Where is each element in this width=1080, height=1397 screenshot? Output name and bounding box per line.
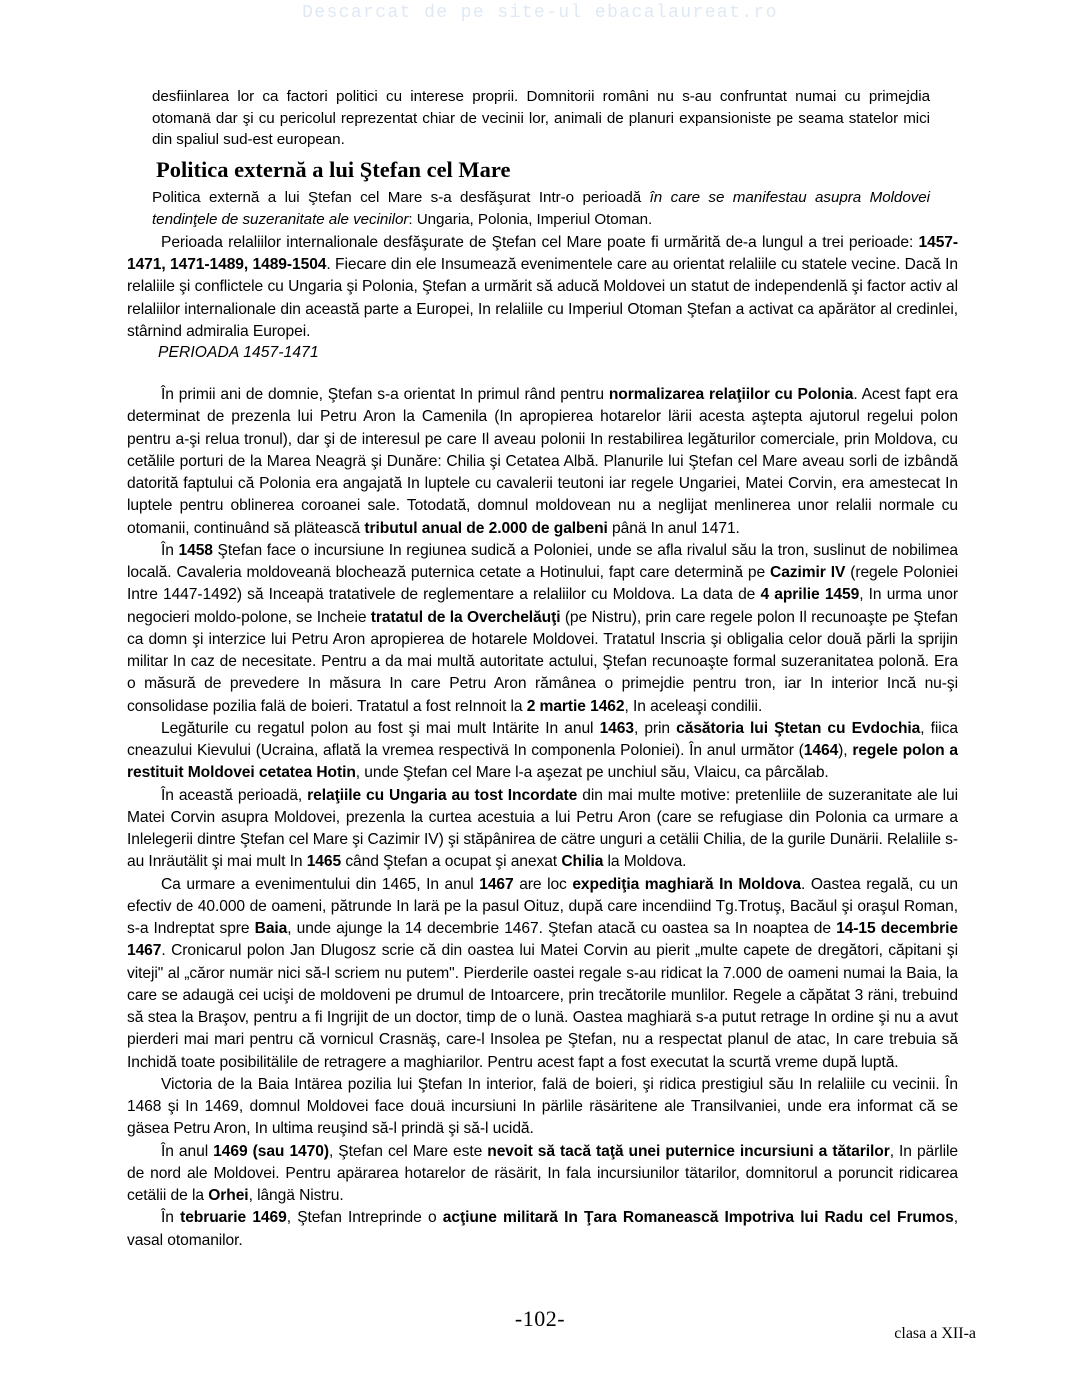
p5-bold-1458: 1458 — [178, 541, 213, 559]
paragraph-3 — [127, 232, 958, 343]
paragraph-8 — [127, 874, 958, 1074]
p6-bold-casatorie: căsătoria lui Ştetan cu Evdochia — [676, 719, 921, 737]
p5-f: , In aceleaşi condilii. — [624, 697, 763, 715]
p7-b: din mai multe motive: pretenliile de suzeranitate ale lui Matei Corvin asupra Moldovei, prezenla la curtea acestuia a lui Petru Aron (care se refugiase din Polonia ca urmare a Inlelegerii dintre Ştefan cel Mare şi Cazimir IV) şi stăpânirea de cätre unguri a cetälii Chilia, de la gurile Dunärii. Relaliile s-au Inräutälit şi mai mult In — [127, 786, 959, 871]
page-title: Politica externă a lui Ştefan cel Mare — [156, 157, 511, 182]
p10-c: , In pärlile de nord ale Moldovei. Pentru apärarea hotarelor de räsärit, In fala incursiunilor tätarilor, domnitorul a poruncit ridicarea cetälii de la — [127, 1142, 958, 1204]
p8-bold-baia: Baia — [254, 920, 288, 937]
p7-bold-chilia: Chilia — [561, 853, 604, 871]
p11-c: , vasal otomanilor. — [127, 1209, 958, 1249]
p2-lead: Politica externă a lui Ştefan cel Mare s-a desfăşurat Intr-o perioadă — [152, 189, 650, 206]
p5-bold-cazimir: Cazimir IV — [770, 564, 846, 581]
p10-bold-orhei: Orhei — [208, 1187, 249, 1204]
paragraph-2-block — [152, 187, 930, 230]
p5-bold-1462: 2 martie 1462 — [526, 697, 625, 715]
p3-bold-periods: 1457-1471, 1471-1489, 1489-1504 — [127, 234, 958, 274]
p8-c: . Oastea regală, cu un efectiv de 40.000 de oameni, pătrunde In larä pe la pasul Oituz, după care incendiind Tg.Trotuş, Bacăul şi oraşul Roman, s-a Indreptat spre — [127, 875, 958, 937]
paragraph-7 — [127, 785, 958, 874]
p5-c: (regele Poloniei Intre 1447-1492) să Inceapä tratativele de reglementare a relaliilor cu Moldova. La data de — [127, 564, 958, 604]
p7-bold-relatii-ungaria: relaţiile cu Ungaria au tost Incordate — [307, 786, 578, 804]
paragraph-11 — [127, 1207, 958, 1252]
p8-b: are loc — [513, 875, 573, 893]
paragraph-3-block — [127, 232, 958, 343]
p4-b: . Acest fapt era determinat de prezenla lui Petru Aron la Camenila (In apropierea hotarelor lärii acesta aştepta ajutorul regelui polon pentru a-şi relua tronul), dar şi de interesul pe care Il aveau polonii In restabilirea legăturilor comerciale, prin Moldova, cu cetălile porturi de la Marea Neagrä şi Dunăre: Chilia şi Cetatea Albă. Planurile lui Ştefan cel Mare aveau sorli de izbândă datorită faptului că Polonia era angajată In luptele cu cavalerii teutoni iar regele Ungariei, Matei Corvin, era amestecat In luptele pentru oblinerea coroanei sale. Totodată, domnul moldovean nu a neglijat menlinerea unor relalii normale cu otomanii, continuând să plätească — [127, 386, 958, 537]
p6-bold-1463: 1463 — [599, 719, 634, 737]
p7-d: la Moldova. — [603, 853, 687, 871]
p8-d: , unde ajunge la 14 decembrie 1467. Ştefan atacă cu oastea sa In noaptea de — [287, 920, 837, 937]
paragraph-4 — [127, 384, 958, 540]
p6-b: , prin — [633, 719, 677, 737]
paragraph-intro: desfiinlarea lor ca factori politici cu interese proprii. Domnitorii români nu s-au confruntat numai cu primejdia otomanä dar şi cu pericolul reprezentat chiar de vecinii lor, animali de planuri expansioniste pe seama statelor mici din spaliul sud-est european. — [152, 88, 930, 148]
p4-a: În primii ani de domnie, Ştefan s-a orientat In primul rând pentru — [161, 386, 609, 403]
p6-a: Legăturile cu regatul polon au fost şi mai mult Intärite In anul — [161, 719, 600, 737]
p6-c: , fiica cneazului Kievului (Ucraina, aflată la vremea respectivä In componenla Poloniei). În anul următor ( — [127, 719, 958, 759]
p4-bold-normalizarea: normalizarea relaţiilor cu Polonia — [608, 386, 854, 403]
page-number: -102- — [514, 1306, 566, 1331]
section-label-perioada: PERIOADA 1457-1471 — [158, 344, 319, 361]
paragraph-2 — [152, 187, 930, 230]
p11-a: În — [161, 1209, 181, 1227]
p10-bold-1469: 1469 (sau 1470) — [213, 1142, 329, 1160]
paragraph-10 — [127, 1141, 958, 1208]
p6-d: ), — [838, 742, 853, 759]
class-label: clasa a XII-a — [894, 1325, 976, 1342]
p8-bold-expeditia: expediţia maghiară In Moldova — [572, 875, 802, 893]
p5-bold-tratat: tratatul de la Overchelăuţi — [370, 608, 561, 626]
watermark-text: Descarcat de pe site-ul ebacalaureat.ro — [302, 3, 778, 23]
p6-bold-hotin: regele polon a restituit Moldovei cetatea Hotin — [127, 742, 958, 782]
p11-b: , Ştefan Intreprinde o — [286, 1209, 443, 1227]
p10-bold-incursiune: nevoit să tacă taţă unei puternice incursiuni a tătarilor — [487, 1142, 890, 1160]
p4-bold-tribut: tributul anual de 2.000 de galbeni — [364, 519, 608, 537]
p3-a: Perioada relaliilor internalionale desfăşurate de Ştefan cel Mare poate fi urmărită de-a lungul a trei perioade: — [161, 234, 919, 251]
p11-bold-februarie: tebruarie 1469 — [180, 1209, 287, 1227]
paragraph-9: Victoria de la Baia Intärea pozilia lui Ştefan In interior, falä de boieri, şi ridica prestigiul său In relaliile cu vecinii. În 1468 şi In 1469, domnul Moldovei face douä incursiuni In pärlile räsäritene ale Transilvaniei, unde era informat că se gäsea Petru Aron, In ultima reuşind să-l prindä şi să-l ucidă. — [127, 1075, 958, 1138]
p2-italic: în care se manifestau asupra Moldovei tendinţele de suzeranitate ale vecinilor — [152, 189, 930, 228]
p5-b: Ştefan face o incursiune In regiunea sudică a Poloniei, unde se afla rivalul său la tron, suslinut de nobilimea locală. Cavaleria moldoveanä blochează puternica cetate a Hotinului, fapt care determină pe — [127, 541, 958, 581]
main-body-block — [127, 384, 958, 1252]
p8-bold-1467: 1467 — [479, 875, 514, 893]
p8-a: Ca urmare a evenimentului din 1465, In anul — [161, 875, 480, 893]
paragraph-6 — [127, 718, 958, 785]
p5-bold-date: 4 aprilie 1459 — [760, 586, 860, 604]
p3-b: . Fiecare din ele Insumează evenimentele care au orientat relaliile cu statele vecine. Dacă In relaliile şi conflictele cu Ungaria şi Polonia, Ştefan a urmărit să aducă Moldovei un statut de independenlă şi factor activ al relaliilor internalionale din această parte a Europei, In relaliile cu Imperiul Otoman Ştefan a activat ca apărätor al credinlei, stârnind admiralia Europei. — [127, 256, 958, 340]
p7-bold-1465: 1465 — [306, 853, 342, 871]
paragraph-5 — [127, 540, 958, 718]
p4-c: pânä In anul 1471. — [607, 519, 740, 537]
p6-bold-1464: 1464 — [803, 742, 839, 759]
p8-bold-noaptea: 14-15 decembrie 1467 — [127, 920, 958, 960]
intro-paragraph-block — [152, 86, 930, 151]
p7-a: În această perioadä, — [161, 786, 308, 804]
p6-e: , unde Ştefan cel Mare l-a aşezat pe unchiul său, Vlaicu, ca pârcălab. — [355, 764, 829, 782]
p5-a: În — [161, 541, 179, 559]
p11-bold-actiune: acţiune militară In Ţara Romanească Impotriva lui Radu cel Frumos — [442, 1209, 954, 1227]
p5-e: (pe Nistru), prin care regele polon Il recunoaşte pe Ştefan ca domn şi interzice lui Petru Aron apropierea de hotarele Moldovei. Tratatul Inscria şi obligalia celor două părli la sprijin militar In caz de necesitate. Pentru a da mai multă autoritate actului, Ştefan recunoaşte formal suzeranitatea polonă. Era o măsură de prevedere In măsura In care Petru Aron rămânea o primejdie pentru tron, iar In interior Incă nu-şi consolidase pozilia falä de boieri. Tratatul a fost reInnoit la — [127, 608, 959, 715]
p2-tail: : Ungaria, Polonia, Imperiul Otoman. — [408, 210, 653, 228]
p8-e: . Cronicarul polon Jan Dlugosz scrie că din oastea lui Matei Corvin au pierit „multe capete de dregători, căpitani şi viteji" al „căror numär nici să-l scriem nu putem". Pierderile oastei regale s-au ridicat la 7.000 de oameni numai la Baia, la care se adaugä cei ucişi de moldoveni pe drumul de Intoarcere, prin trecătorile munlilor. Regele a căpătat 3 räni, trebuind să stea la Braşov, pentru a fi Ingrijit de un doctor, timp de o lunä. Oastea maghiarä s-a putut retrage In ordine şi nu a avut pierderi mai mari pentru că vornicul Crasnäş, care-l Insolea pe Ştefan, nu a respectat planul de atac, In care trebuia să Inchidă toate posibilitälile de retragere a maghiarilor. Pentru acest fapt a fost executat la scurtă vreme după luptă. — [127, 942, 958, 1071]
p10-a: În anul — [161, 1142, 214, 1160]
p5-d: , In urma unor negocieri moldo-polone, se Incheie — [127, 586, 958, 626]
p10-b: , Ştefan cel Mare este — [328, 1142, 488, 1160]
p7-c: când Ştefan a ocupat şi anexat — [341, 853, 562, 871]
p10-d: , lângä Nistru. — [248, 1187, 344, 1204]
